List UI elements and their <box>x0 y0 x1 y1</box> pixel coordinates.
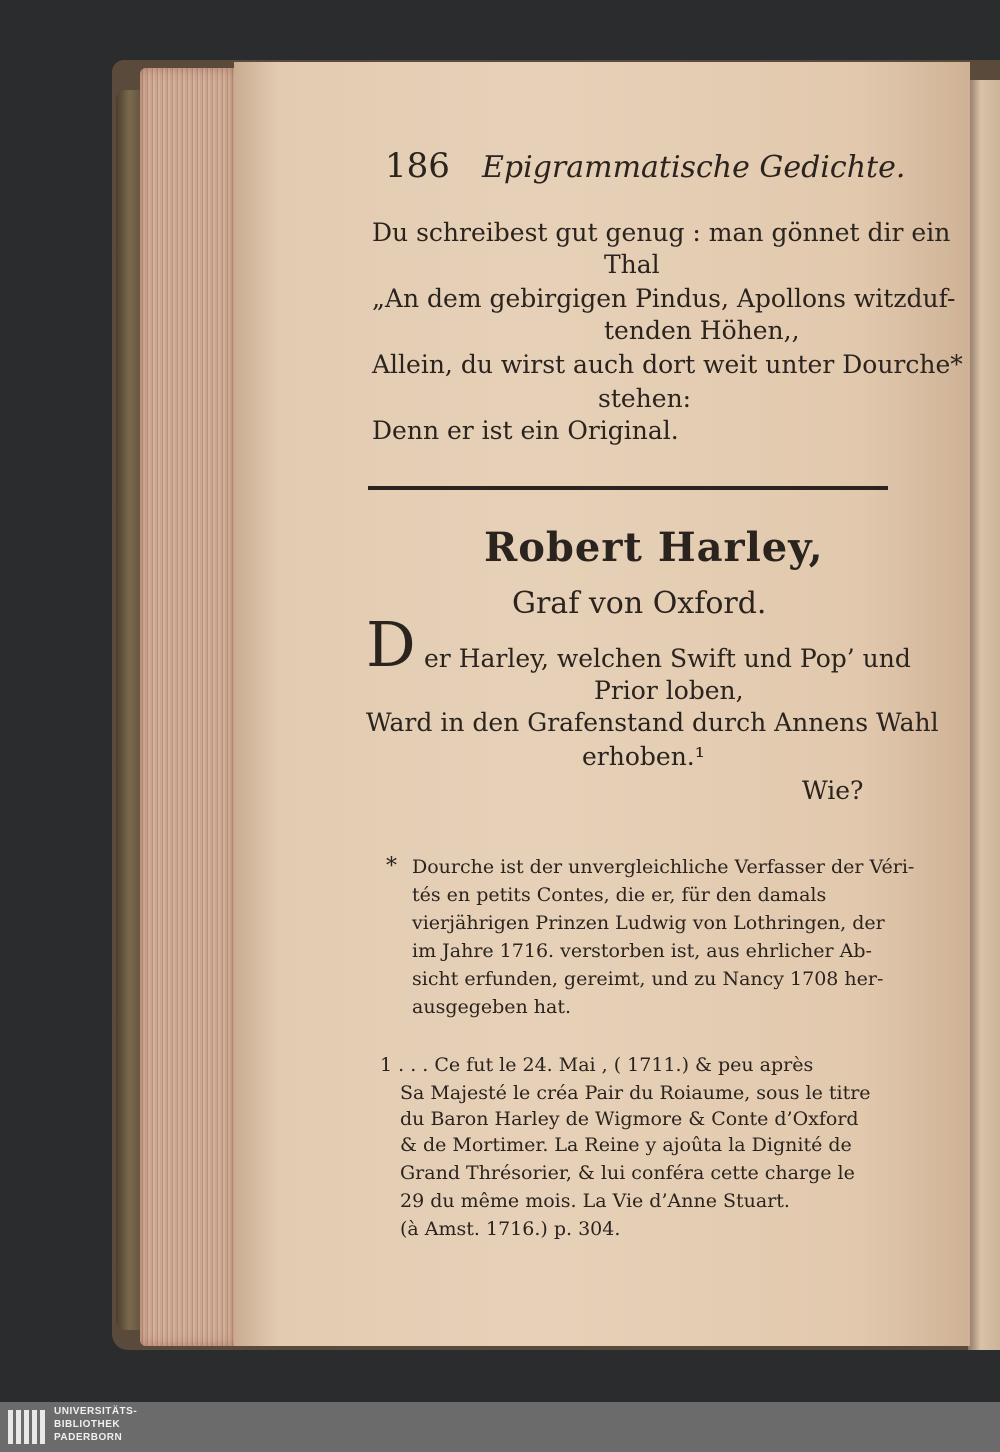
poem-line: Denn er ist ein Original. <box>372 416 679 445</box>
verse-line: Ward in den Grafenstand durch Annens Wahl <box>366 708 939 737</box>
french-note-line: Sa Majesté le créa Pair du Roiaume, sous le titre <box>400 1082 871 1104</box>
footnote-marker: * <box>386 854 397 879</box>
verse-catchword: Wie? <box>802 776 864 805</box>
section-title: Robert Harley, <box>484 524 824 571</box>
french-note-line: 29 du même mois. La Vie d’Anne Stuart. <box>400 1190 790 1212</box>
poem-line: tenden Höhen,, <box>604 316 800 345</box>
french-note-line: Grand Thrésorier, & lui conféra cette charge le <box>400 1162 855 1184</box>
library-name-line2: BIBLIOTHEK <box>54 1419 121 1430</box>
poem-line: stehen: <box>598 384 692 413</box>
french-note-line: du Baron Harley de Wigmore & Conte d’Oxford <box>400 1108 859 1130</box>
facing-page-edge <box>968 80 1000 1350</box>
french-note-line: & de Mortimer. La Reine y ajoûta la Dignité de <box>400 1134 852 1156</box>
verse-line: er Harley, welchen Swift und Pop’ und <box>424 644 911 673</box>
library-name-line1: UNIVERSITÄTS- <box>54 1406 138 1417</box>
footnote-line: ausgegeben hat. <box>412 996 572 1018</box>
library-footer-bar <box>0 1402 1000 1452</box>
footnote-line: Dourche ist der unvergleichliche Verfasser der Véri- <box>412 856 915 878</box>
footnote-line: tés en petits Contes, die er, für den damals <box>412 884 827 906</box>
poem-line: Du schreibest gut genug : man gönnet dir ein <box>372 218 951 247</box>
library-name-line3: PADERBORN <box>54 1432 123 1443</box>
french-note-line: 1 . . . Ce fut le 24. Mai , ( 1711.) & peu après <box>380 1054 814 1076</box>
poem-line: Thal <box>604 250 660 279</box>
french-note-line: (à Amst. 1716.) p. 304. <box>400 1218 621 1240</box>
footnote-line: sicht erfunden, gereimt, und zu Nancy 1708 her- <box>412 968 884 990</box>
verse-line: Prior loben, <box>594 676 744 705</box>
verse-line: erhoben.¹ <box>582 742 705 771</box>
footnote-line: im Jahre 1716. verstorben ist, aus ehrlicher Ab- <box>412 940 872 962</box>
page-edges <box>140 68 236 1346</box>
footnote-line: vierjährigen Prinzen Ludwig von Lothringen, der <box>412 912 885 934</box>
poem-line: „An dem gebirgigen Pindus, Apollons witzduf- <box>372 284 956 313</box>
running-title: Epigrammatische Gedichte. <box>482 150 906 185</box>
drop-cap: D <box>366 608 416 681</box>
section-divider <box>368 486 888 490</box>
poem-line: Allein, du wirst auch dort weit unter Dourche* <box>372 350 963 379</box>
section-subtitle: Graf von Oxford. <box>512 586 767 621</box>
page-number: 186 <box>385 146 450 186</box>
library-logo-icon <box>6 1406 50 1448</box>
